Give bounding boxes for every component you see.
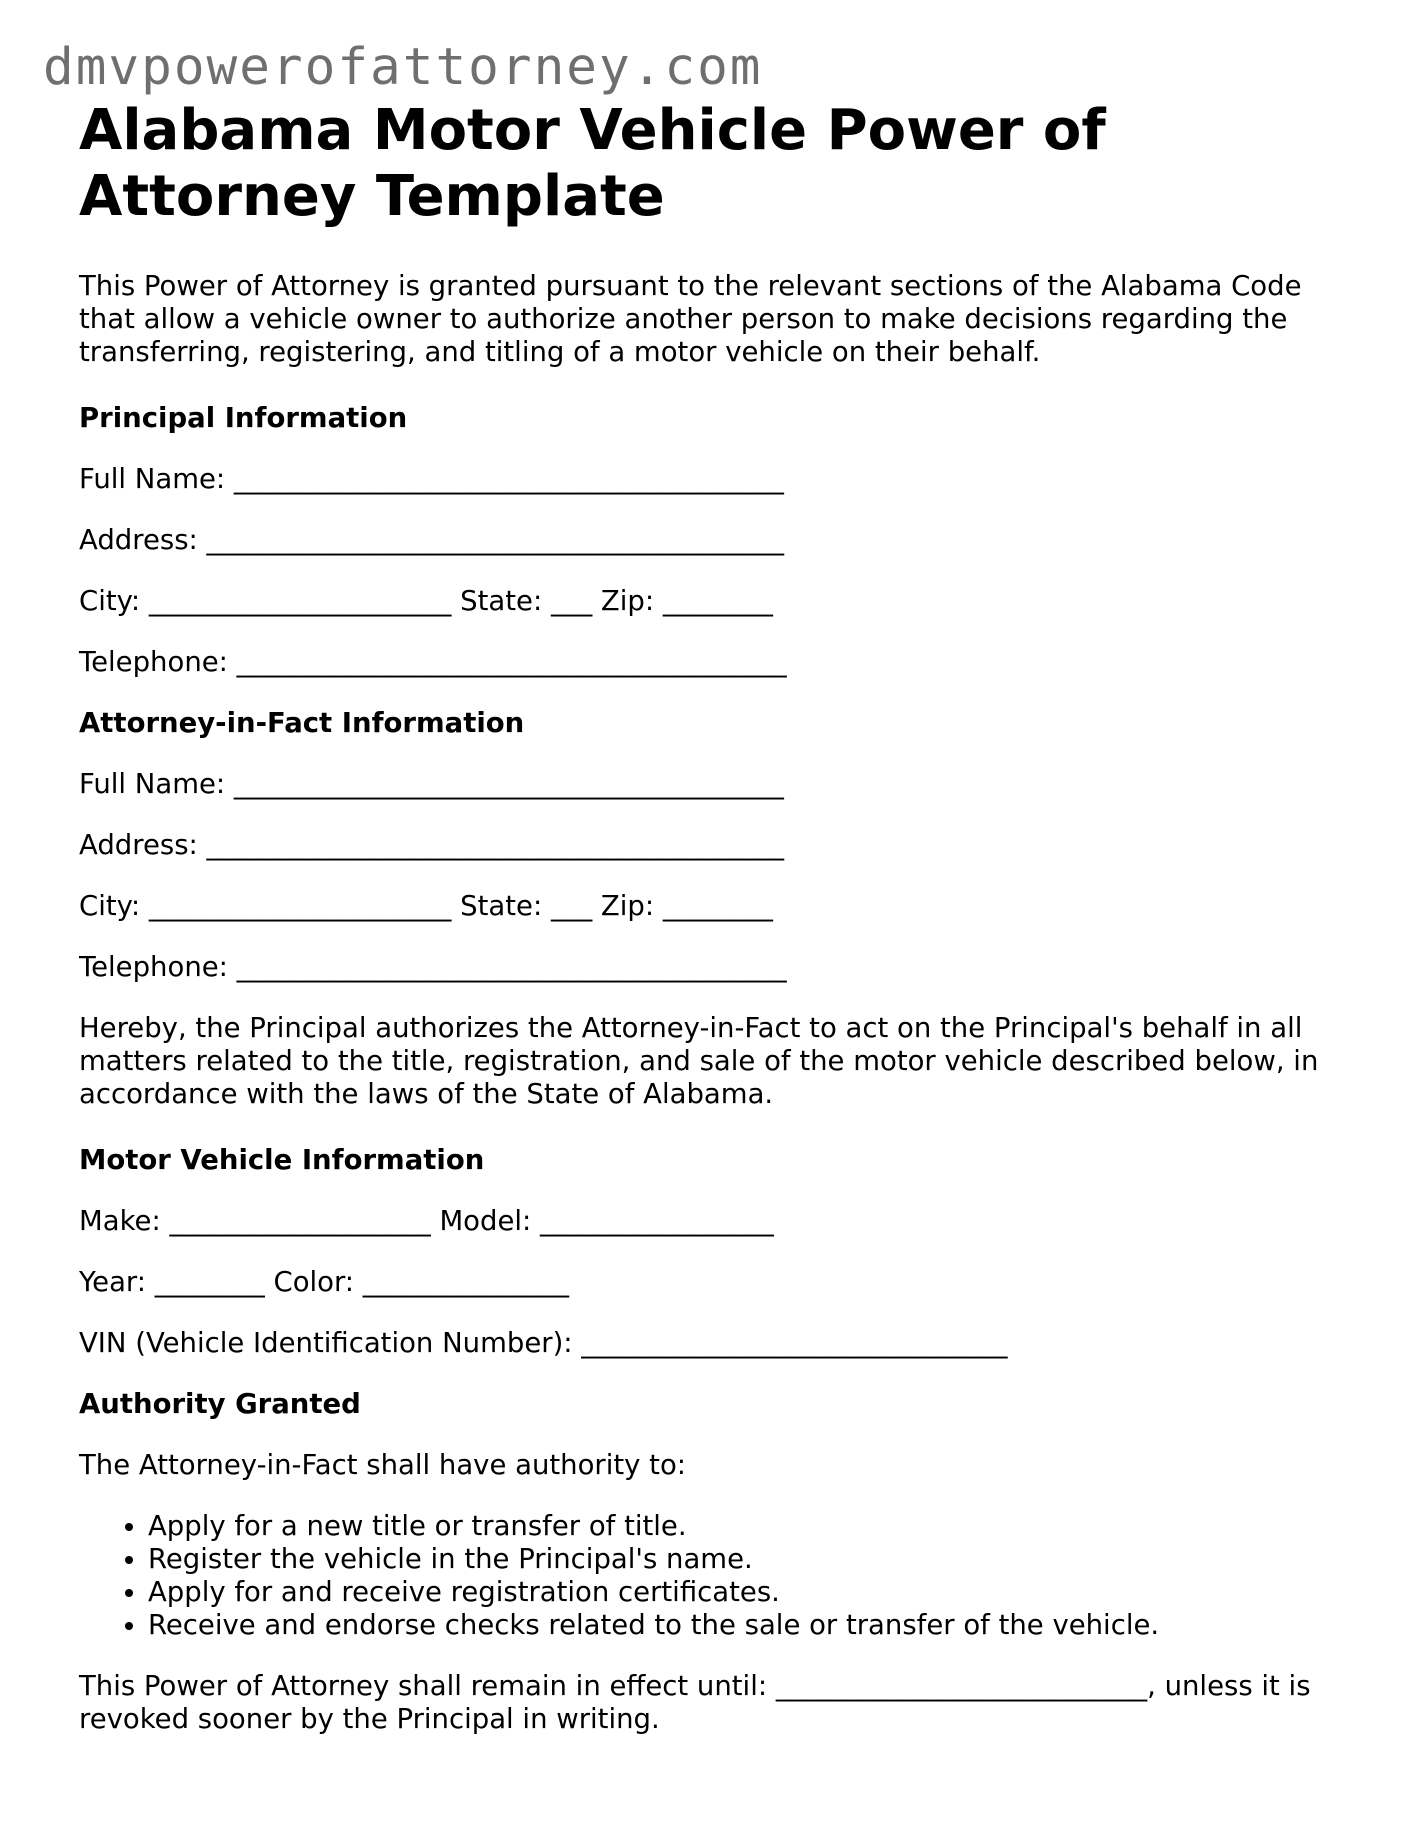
- list-item: • Register the vehicle in the Principal's name.: [148, 1543, 1359, 1576]
- vehicle-year-color-field[interactable]: Year: ________ Color: _______________: [79, 1266, 570, 1298]
- authority-lead: The Attorney-in-Fact shall have authority to:: [79, 1449, 687, 1481]
- authority-list: [79, 1510, 1359, 1642]
- principal-telephone-field[interactable]: Telephone: ________________________________________: [79, 646, 787, 678]
- authorization-paragraph: Hereby, the Principal authorizes the Attorney-in-Fact to act on the Principal's behalf in all matters related to the title, registration, and sale of the motor vehicle described below, in accordance with the laws of the State of Alabama.: [79, 1012, 1319, 1110]
- authority-heading: Authority Granted: [79, 1388, 361, 1420]
- site-watermark: dmvpowerofattorney.com: [43, 38, 763, 97]
- attorney-heading: Attorney-in-Fact Information: [79, 707, 525, 739]
- principal-address-field[interactable]: Address: __________________________________________: [79, 524, 785, 556]
- vehicle-vin-field[interactable]: VIN (Vehicle Identification Number): _______________________________: [79, 1327, 1008, 1359]
- principal-full-name-field[interactable]: Full Name: ________________________________________: [79, 463, 784, 495]
- document-body: [79, 98, 1359, 1736]
- attorney-full-name-field[interactable]: Full Name: ________________________________________: [79, 768, 784, 800]
- list-item: • Receive and endorse checks related to the sale or transfer of the vehicle.: [148, 1609, 1359, 1642]
- document-title: Alabama Motor Vehicle Power of Attorney Template: [79, 98, 1106, 229]
- duration-paragraph[interactable]: This Power of Attorney shall remain in effect until: ___________________________, unless it is revoked sooner by the Principal in writing.: [79, 1670, 1311, 1735]
- attorney-telephone-field[interactable]: Telephone: ________________________________________: [79, 951, 787, 983]
- vehicle-heading: Motor Vehicle Information: [79, 1144, 485, 1176]
- principal-heading: Principal Information: [79, 402, 408, 434]
- list-item: • Apply for a new title or transfer of title.: [148, 1510, 1359, 1543]
- vehicle-make-model-field[interactable]: Make: ___________________ Model: _________________: [79, 1205, 774, 1237]
- intro-paragraph: This Power of Attorney is granted pursuant to the relevant sections of the Alabama Code that allow a vehicle owner to authorize another person to make decisions regarding the transferring, registering, and titling of a motor vehicle on their behalf.: [79, 270, 1302, 368]
- attorney-city-state-zip-field[interactable]: City: ______________________ State: ___ Zip: ________: [79, 890, 773, 922]
- list-item: • Apply for and receive registration certificates.: [148, 1576, 1359, 1609]
- attorney-address-field[interactable]: Address: __________________________________________: [79, 829, 785, 861]
- principal-city-state-zip-field[interactable]: City: ______________________ State: ___ Zip: ________: [79, 585, 773, 617]
